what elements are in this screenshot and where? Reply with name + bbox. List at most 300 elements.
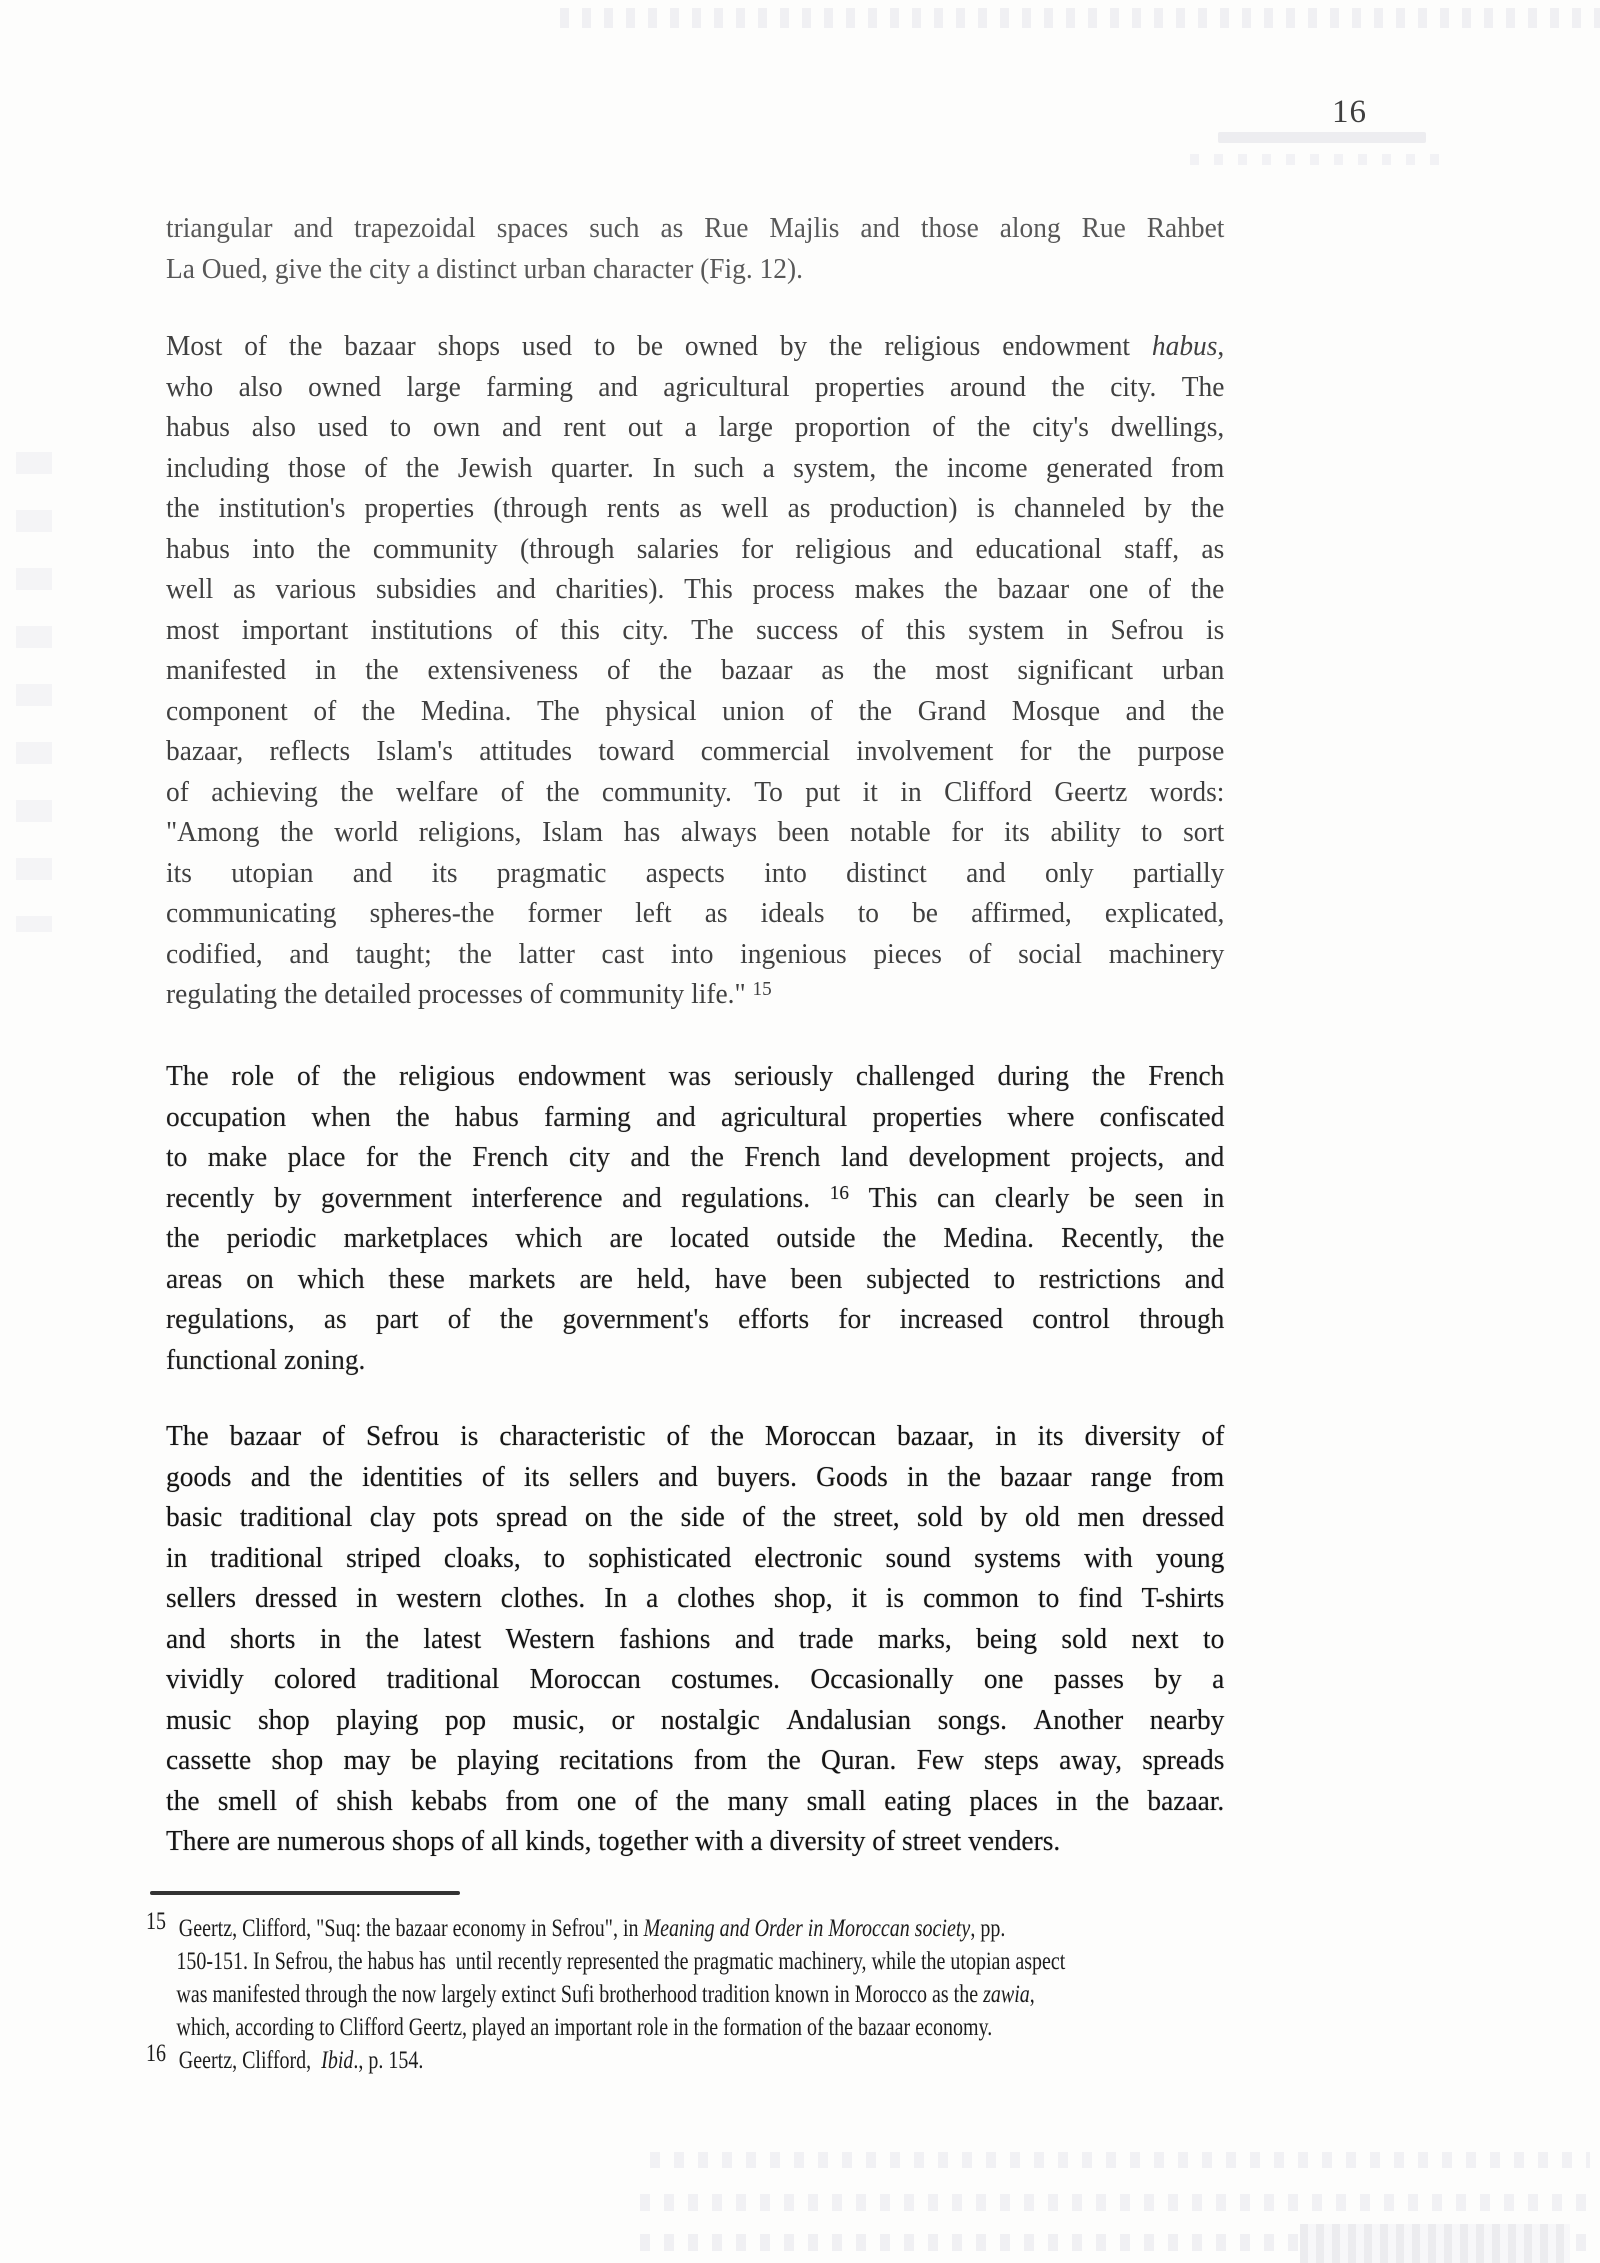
text-segment: proportion — [794, 411, 911, 443]
text-segment: community. — [601, 775, 732, 808]
text-segment: machinery — [1108, 937, 1225, 970]
text-segment: Sefrou — [1110, 613, 1184, 646]
word — [1191, 488, 1224, 529]
text-segment: extensiveness — [427, 654, 579, 686]
word — [607, 650, 630, 691]
text-segment: Medina. — [420, 694, 512, 727]
text-segment: this — [906, 613, 946, 646]
word — [906, 610, 946, 651]
word — [658, 1457, 698, 1498]
word — [371, 610, 493, 651]
word — [1085, 1416, 1181, 1457]
word — [765, 1416, 876, 1457]
word — [166, 853, 192, 894]
footnote-line — [146, 2040, 1186, 2077]
word — [1059, 1740, 1122, 1781]
word — [546, 772, 579, 813]
text-segment: spread — [495, 1501, 568, 1533]
word — [780, 326, 807, 367]
text-segment: The — [691, 613, 734, 646]
text-segment: many — [727, 1784, 789, 1817]
text-segment: has — [623, 816, 661, 848]
word — [679, 488, 702, 529]
word — [681, 1178, 810, 1219]
text-line — [166, 488, 1224, 529]
word — [622, 1178, 662, 1219]
word — [1133, 853, 1224, 894]
text-segment: city. — [622, 613, 669, 646]
word — [166, 488, 199, 529]
word — [705, 893, 728, 934]
text-line — [166, 1218, 1224, 1259]
text-segment: can — [937, 1181, 976, 1214]
word — [1002, 326, 1130, 367]
text-segment: passes — [1053, 1663, 1124, 1695]
text-segment: seriously — [734, 1060, 834, 1092]
text-segment: where — [1007, 1100, 1075, 1133]
word — [624, 812, 661, 853]
text-segment: electronic — [754, 1541, 863, 1574]
word — [938, 1700, 1007, 1741]
text-segment: channeled — [1014, 492, 1126, 524]
word — [280, 812, 313, 853]
word — [397, 1578, 482, 1619]
scan-artifact-pagenum-dashes — [1190, 154, 1440, 165]
word — [721, 488, 768, 529]
text-segment: government — [321, 1181, 452, 1214]
word — [838, 1299, 870, 1340]
word — [354, 208, 476, 249]
text-segment: system, — [793, 451, 877, 484]
word — [850, 812, 931, 853]
text-segment: of — [634, 1784, 658, 1817]
word — [1004, 812, 1030, 853]
text-segment: the — [405, 451, 440, 484]
text-segment: The — [166, 1060, 209, 1092]
text-segment: development — [908, 1141, 1051, 1173]
text-segment: markets — [468, 1262, 556, 1295]
text-segment: as — [821, 654, 845, 686]
word — [211, 772, 318, 813]
word — [944, 772, 1032, 813]
word — [914, 529, 954, 570]
text-segment: and — [1125, 694, 1166, 727]
word — [821, 650, 844, 691]
text-segment: fashions — [619, 1622, 711, 1655]
text-segment: on — [246, 1262, 274, 1295]
text-segment: the — [858, 694, 893, 727]
text-segment: Rahbet — [1146, 212, 1225, 244]
text-segment: its — [166, 856, 192, 889]
word — [166, 1416, 209, 1457]
text-segment: is — [885, 1582, 905, 1614]
word — [1105, 893, 1224, 934]
text-segment: salaries — [636, 532, 719, 565]
word — [980, 1497, 1007, 1538]
text-segment: Medina. — [943, 1222, 1034, 1254]
text-segment: and — [913, 532, 954, 565]
text-segment: in — [315, 654, 337, 686]
word — [1201, 529, 1224, 570]
text-segment: of — [742, 1501, 766, 1533]
word — [455, 1097, 519, 1138]
word — [166, 1659, 244, 1700]
word — [297, 1056, 320, 1097]
word — [791, 1259, 843, 1300]
text-line — [166, 853, 1224, 894]
word — [444, 1538, 521, 1579]
word — [166, 1299, 295, 1340]
word — [646, 1578, 658, 1619]
text-segment: challenged — [855, 1060, 975, 1092]
word — [721, 1097, 847, 1138]
text-segment: Clifford — [944, 775, 1032, 808]
text-segment: owned — [684, 330, 758, 362]
text-segment: Islam's — [376, 735, 453, 767]
text-segment: and — [734, 1622, 775, 1655]
text-segment: ability — [1050, 816, 1121, 848]
footnote-reference: 16 — [829, 1181, 849, 1204]
word — [469, 1259, 556, 1300]
text-segment: spaces — [496, 212, 569, 244]
text-segment: find — [1078, 1582, 1123, 1614]
text-segment: French — [1148, 1060, 1225, 1092]
word — [977, 407, 1010, 448]
text-segment: and — [496, 573, 536, 605]
word — [1089, 569, 1129, 610]
text-segment: the — [342, 1060, 377, 1092]
text-segment: land — [840, 1141, 889, 1173]
text-segment: seen — [1134, 1181, 1184, 1214]
word — [1110, 367, 1156, 408]
word — [421, 691, 512, 732]
text-segment: away, — [1059, 1744, 1122, 1776]
word — [317, 529, 350, 570]
word — [219, 488, 346, 529]
text-segment: and — [966, 856, 1006, 889]
text-segment: quarter. — [550, 451, 634, 484]
text-segment: including — [166, 451, 270, 484]
text-segment: through — [1139, 1303, 1225, 1335]
word — [738, 1299, 809, 1340]
word — [1045, 853, 1094, 894]
word — [373, 529, 498, 570]
text-segment: the — [365, 1622, 400, 1655]
text-segment: goods — [166, 1460, 232, 1493]
text-line — [166, 934, 1224, 975]
word — [166, 1740, 251, 1781]
text-segment: traditional — [239, 1501, 353, 1533]
word — [598, 367, 638, 408]
text-segment: purpose — [1137, 735, 1225, 767]
text-segment: to — [166, 1141, 188, 1173]
word — [715, 1259, 767, 1300]
word — [308, 367, 381, 408]
scan-artifact-pagenum-smear — [1218, 132, 1426, 143]
word — [1038, 1416, 1064, 1457]
text-segment: characteristic — [499, 1420, 646, 1452]
text-segment: the — [396, 1100, 430, 1133]
word — [166, 407, 230, 448]
text-segment: the — [882, 1222, 917, 1254]
word — [921, 208, 979, 249]
word — [1033, 1700, 1123, 1741]
text-segment: young — [1155, 1541, 1225, 1574]
word — [210, 1538, 323, 1579]
word — [387, 1659, 500, 1700]
word — [602, 772, 732, 813]
word — [783, 1497, 816, 1538]
word — [460, 1416, 478, 1457]
text-segment: only — [1044, 856, 1094, 889]
text-segment: the — [288, 330, 323, 362]
word — [974, 1538, 1061, 1579]
text-segment: reflects — [269, 735, 351, 767]
text-segment: the — [1051, 370, 1085, 403]
text-segment: role — [231, 1060, 275, 1092]
word — [873, 1097, 983, 1138]
text-segment: city — [568, 1141, 610, 1173]
text-segment: of — [322, 1420, 346, 1452]
text-segment: occupation — [166, 1100, 287, 1133]
word — [1206, 610, 1224, 651]
text-segment: religious — [884, 330, 981, 362]
word — [918, 691, 986, 732]
word — [376, 731, 453, 772]
word — [799, 1619, 854, 1660]
word — [1051, 367, 1084, 408]
word — [764, 853, 807, 894]
word — [912, 893, 938, 934]
text-line — [166, 1659, 1224, 1700]
text-segment: (through — [520, 532, 615, 565]
text-segment: aspects — [645, 856, 725, 889]
text-segment: Moroccan — [764, 1420, 877, 1452]
word — [690, 1137, 723, 1178]
word — [1091, 1457, 1152, 1498]
text-segment: those — [288, 451, 346, 484]
text-segment: triangular — [166, 212, 273, 244]
text-segment: the — [365, 654, 399, 686]
text-segment: as — [1201, 532, 1225, 565]
text-segment: the — [944, 573, 978, 605]
word — [166, 1457, 231, 1498]
word — [635, 1781, 658, 1822]
word — [810, 691, 833, 732]
word — [589, 208, 639, 249]
word — [622, 610, 668, 651]
text-segment: the — [710, 1420, 744, 1452]
word — [681, 1497, 725, 1538]
text-segment: Few — [916, 1744, 964, 1776]
text-segment: , pp. — [970, 1915, 1006, 1942]
text-segment: to — [389, 411, 412, 443]
text-segment: striped — [346, 1541, 421, 1574]
text-segment: also — [238, 370, 283, 403]
word — [346, 1538, 421, 1579]
text-segment: rents — [606, 492, 661, 524]
text-segment: are — [609, 1222, 643, 1254]
text-segment: the — [767, 1744, 801, 1776]
text-segment: The — [1181, 370, 1225, 403]
text-segment: and — [622, 1181, 662, 1214]
text-segment: explicated, — [1104, 897, 1225, 929]
word — [428, 650, 579, 691]
text-segment: manifested — [166, 654, 287, 686]
word — [407, 367, 461, 408]
word — [883, 1218, 916, 1259]
word — [830, 488, 958, 529]
footnote-separator-rule — [150, 1891, 460, 1895]
word — [886, 1538, 951, 1579]
word — [418, 1137, 451, 1178]
text-segment: in — [1203, 1181, 1225, 1214]
word — [166, 367, 213, 408]
text-segment: out — [627, 411, 663, 443]
text-segment: religious — [399, 1060, 495, 1092]
text-segment: during — [997, 1060, 1070, 1092]
text-segment: urban — [1161, 654, 1225, 686]
word — [276, 569, 357, 610]
text-segment: in — [356, 1582, 378, 1614]
word — [1171, 1457, 1224, 1498]
text-segment: achieving — [211, 775, 318, 808]
text-segment: held, — [636, 1262, 691, 1295]
word — [722, 691, 784, 732]
word — [166, 934, 263, 975]
word — [365, 650, 398, 691]
text-segment: have — [714, 1262, 767, 1295]
word — [563, 407, 606, 448]
word — [670, 1218, 749, 1259]
text-segment: was — [668, 1060, 712, 1092]
text-segment: the — [690, 1141, 724, 1173]
text-segment: is — [1206, 613, 1225, 646]
text-segment: of — [1148, 573, 1172, 605]
text-segment: as — [232, 573, 256, 605]
word — [1046, 448, 1153, 489]
text-segment: for — [1019, 735, 1052, 767]
text-segment: and — [630, 1141, 670, 1173]
text-segment: small — [806, 1784, 866, 1817]
word — [366, 1416, 439, 1457]
text-segment: also — [251, 411, 296, 443]
word — [947, 1457, 980, 1498]
text-segment: are — [579, 1262, 613, 1295]
text-segment: success — [756, 613, 839, 646]
footnote-marker: 15 — [146, 1908, 166, 1935]
text-line — [166, 893, 1224, 934]
word — [1032, 1299, 1110, 1340]
text-segment: important — [241, 613, 349, 646]
text-segment: bazaar — [344, 330, 416, 362]
text-segment: the — [1190, 694, 1225, 727]
word — [1183, 812, 1224, 853]
word — [231, 853, 313, 894]
text-segment: own — [432, 411, 481, 443]
word — [334, 812, 398, 853]
text-segment: to — [1038, 1582, 1060, 1614]
word — [900, 1299, 1003, 1340]
text-segment: the — [317, 532, 351, 565]
word — [522, 326, 572, 367]
text-segment: subjected — [866, 1262, 970, 1295]
text-segment: next — [1131, 1622, 1179, 1655]
text-segment: costumes. — [671, 1663, 781, 1695]
text-segment: cloaks, — [443, 1541, 521, 1574]
word — [1150, 772, 1225, 813]
word — [376, 1299, 419, 1340]
text-segment: by — [273, 1181, 302, 1214]
word — [298, 1259, 365, 1300]
word — [1150, 1700, 1225, 1741]
word — [637, 1259, 691, 1300]
word — [569, 1137, 610, 1178]
word — [1147, 208, 1225, 249]
word — [598, 731, 674, 772]
word — [1050, 812, 1120, 853]
text-segment: makes — [854, 573, 925, 605]
text-segment: the — [872, 654, 907, 686]
text-segment: agricultural — [720, 1100, 848, 1133]
word — [866, 1259, 969, 1300]
word — [1089, 1178, 1115, 1219]
text-segment: regulating the detailed processes of community life." — [166, 978, 753, 1010]
text-segment: which — [515, 1222, 583, 1254]
text-segment: left — [635, 897, 672, 929]
text-segment: part — [375, 1303, 419, 1335]
word — [396, 1097, 429, 1138]
word — [242, 610, 349, 651]
word — [1012, 691, 1100, 732]
text-segment: range — [1090, 1460, 1152, 1493]
word — [1152, 326, 1224, 367]
text-segment: of — [860, 613, 884, 646]
word — [524, 1457, 550, 1498]
text-segment: music, — [512, 1703, 585, 1736]
word — [1148, 1056, 1224, 1097]
word — [677, 1578, 755, 1619]
word — [994, 1259, 1015, 1300]
word — [448, 1299, 471, 1340]
text-segment: shop, — [773, 1582, 833, 1614]
text-segment: pop — [445, 1703, 487, 1736]
word — [1156, 1538, 1225, 1579]
text-segment: production) — [829, 492, 958, 524]
word — [897, 1416, 974, 1457]
text-segment: when — [311, 1100, 371, 1133]
word — [270, 731, 351, 772]
text-segment: clothes. — [500, 1582, 586, 1614]
word — [860, 208, 900, 249]
word — [438, 326, 500, 367]
text-segment: bazaar — [721, 654, 793, 686]
text-segment: habus — [166, 532, 230, 565]
word — [166, 1097, 286, 1138]
text-segment: its — [1037, 1420, 1064, 1452]
text-segment: partially — [1133, 856, 1225, 889]
word — [1032, 407, 1089, 448]
word — [1000, 1457, 1071, 1498]
word — [497, 853, 607, 894]
text-segment: the — [976, 411, 1011, 443]
text-segment: a — [646, 1582, 659, 1614]
text-segment: and — [293, 212, 334, 244]
word — [423, 1619, 481, 1660]
text-segment: dressed — [1142, 1501, 1225, 1533]
word — [258, 1700, 310, 1741]
word — [694, 1740, 747, 1781]
